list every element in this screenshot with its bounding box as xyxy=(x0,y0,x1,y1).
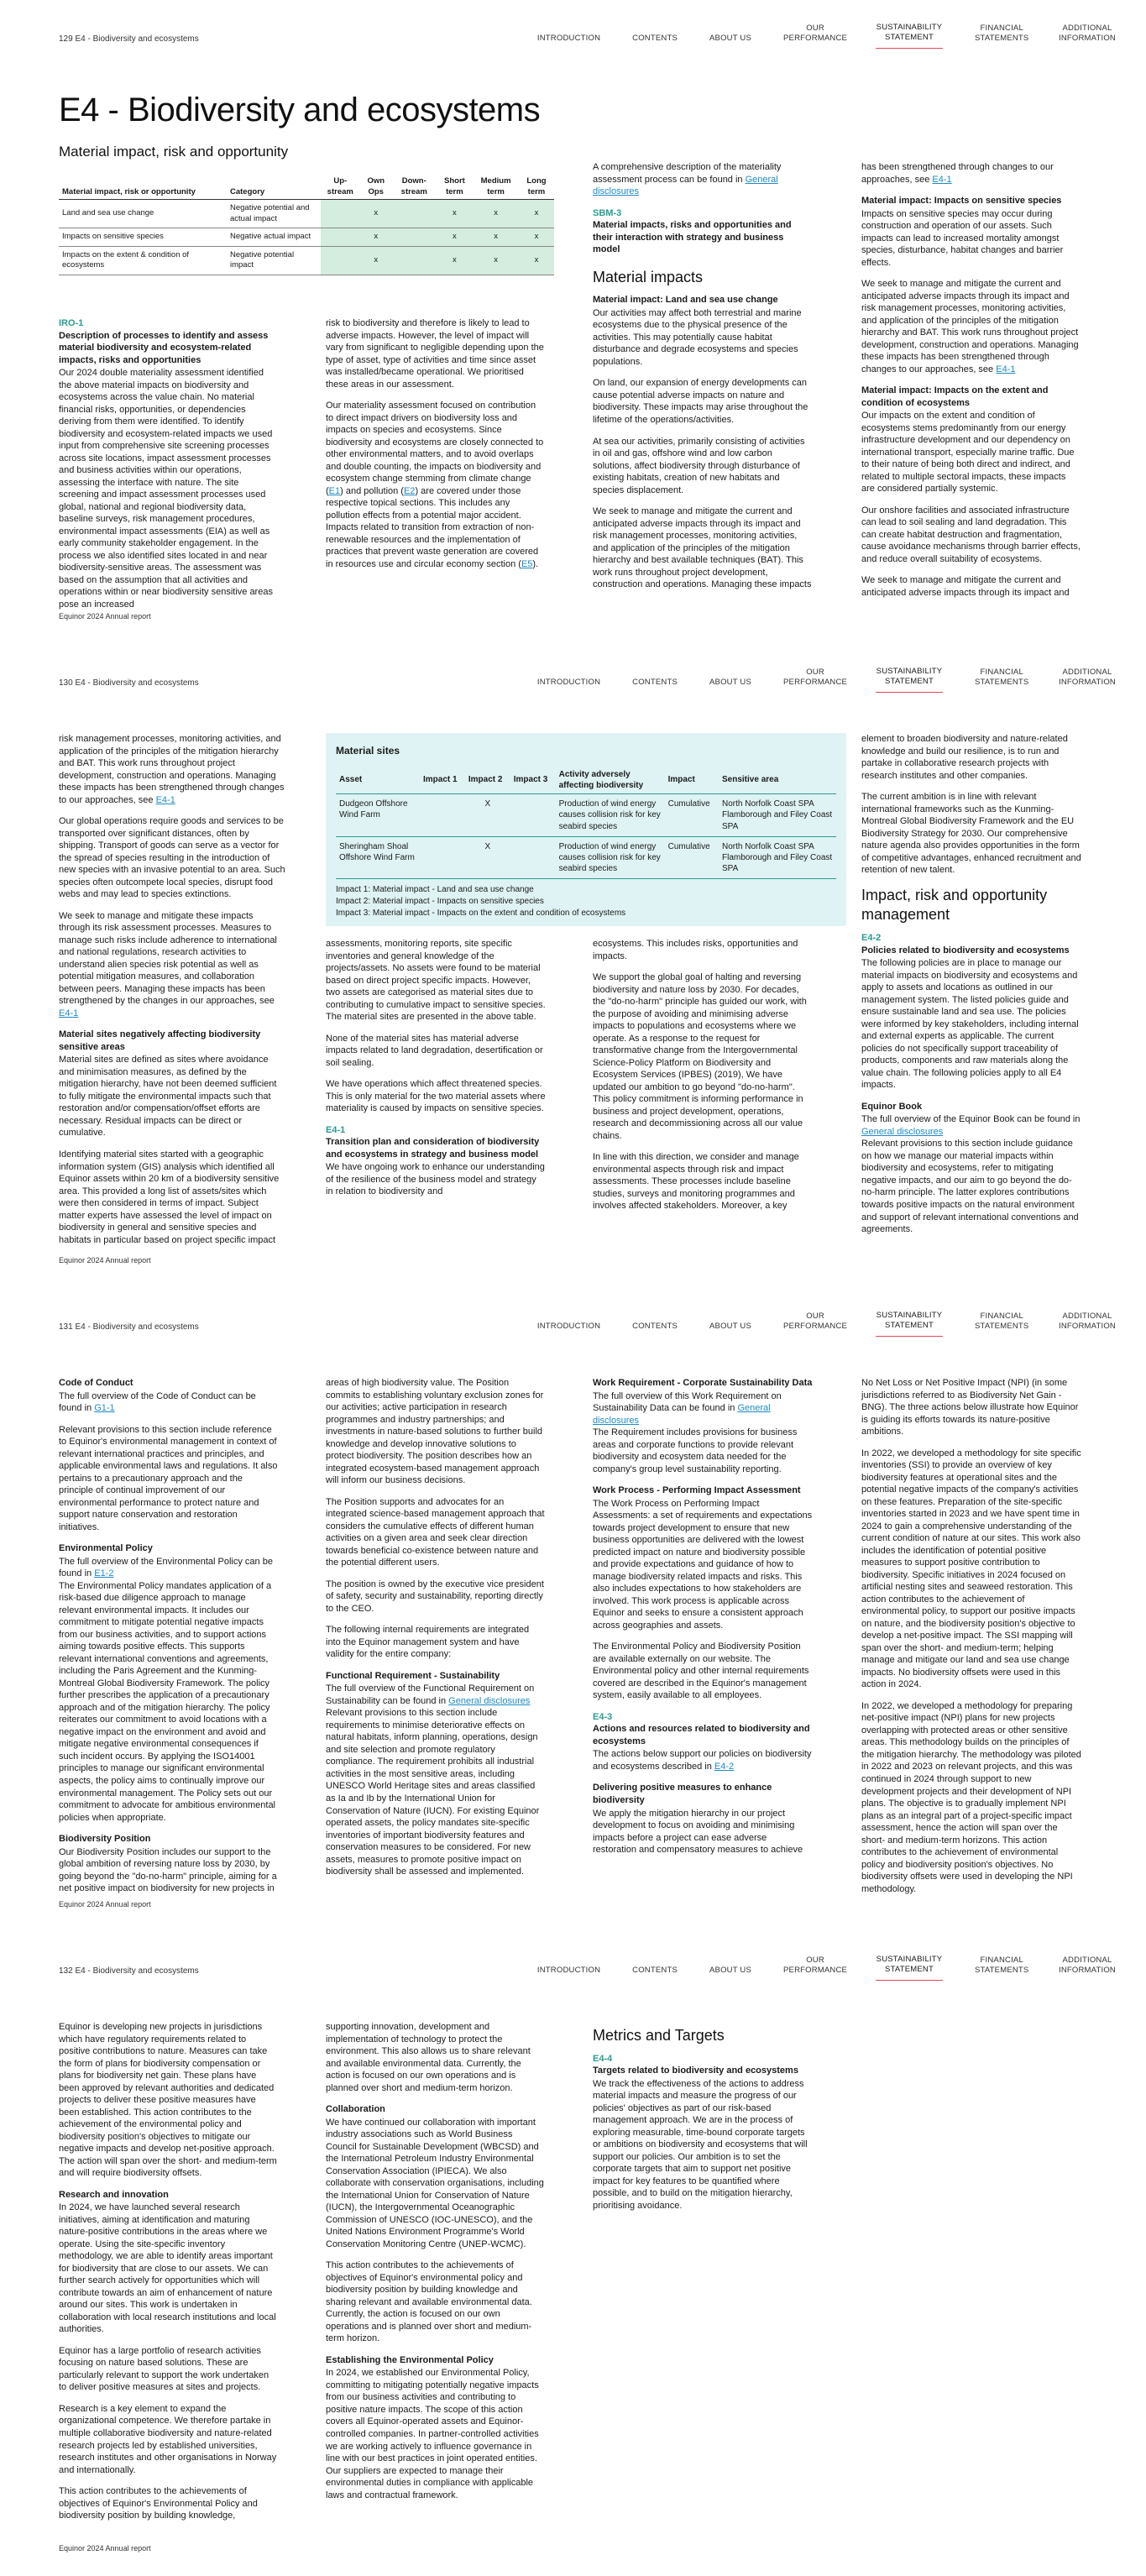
table-cell: Impacts on the extent & condition of ecosystems xyxy=(59,246,227,275)
paragraph: The Requirement includes provisions for business areas and corporate functions to provide relevant biodiversity and ecosystem data needed for the company's group level sustainability reporting. xyxy=(593,1427,798,1474)
link-e4-1[interactable]: E4-1 xyxy=(996,364,1016,374)
nav-additional-information[interactable]: ADDITIONAL INFORMATION xyxy=(1059,1955,1116,1976)
footer: Equinor 2024 Annual report xyxy=(59,2544,151,2553)
nav-sustainability-statement[interactable]: SUSTAINABILITY STATEMENT xyxy=(876,668,943,693)
table-cell: Dudgeon Offshore Wind Farm xyxy=(336,794,420,837)
section-tag: E4-4 xyxy=(593,2053,613,2064)
column-3 xyxy=(593,1377,813,1866)
section-tag: E4-3 xyxy=(593,1711,613,1722)
nav-financial-statements[interactable]: FINANCIAL STATEMENTS xyxy=(975,667,1029,688)
table-header: Own Ops xyxy=(360,175,392,200)
paragraph: We seek to manage and mitigate the current and anticipated adverse impacts through its impact and risk management processes, monitoring activities, and application of the principles of the mitigation hierarchy and best available techniques (BAT). This work runs throughout project development, construction and operations. Managing these impacts xyxy=(593,506,812,590)
table-header: Short term xyxy=(437,175,474,200)
paragraph: We have ongoing work to enhance our understanding of the resilience of the business model and strategy in relation to biodiversity and xyxy=(326,1162,545,1197)
column-4 xyxy=(861,161,1081,609)
paragraph: We support the global goal of halting and reversing biodiversity and nature loss by 2030. For decades, the "do-no-harm" principle has guided our work, with the purpose of avoiding and minimising adverse impacts to populations and ecosystems where we operate. As a response to the request for transformative change from the Intergovernmental Science-Policy Platform on Biodiversity and Ecosystem Services (IPBES) (2019), We have updated our ambition to go beyond "do-no-harm". This policy commitment is informing performance in business and project development, operations, research and decommissioning across all our value chains. xyxy=(593,972,807,1141)
paragraph: The following policies are in place to manage our material impacts on biodiversity and ecosystems and apply to assets and locations as outlined in our management system. The listed policies guide and ensure sustainable land and sea use. The policies were informed by key stakeholders, including internal and external experts as applicable. The current policies do not specifically support traceability of products, components and raw materials along the value chain. The following policies apply to all E4 impacts. xyxy=(861,958,1079,1091)
materiality-table xyxy=(59,175,554,275)
section-tag: SBM-3 xyxy=(593,207,622,218)
column-3 xyxy=(593,161,813,600)
table-cell: North Norfolk Coast SPA Flamborough and Filey Coast SPA xyxy=(719,794,836,837)
column-2 xyxy=(326,2021,546,2511)
top-nav xyxy=(536,666,1116,693)
column-4 xyxy=(861,733,1081,1245)
table-cell: Negative potential and actual impact xyxy=(227,200,321,228)
nav-additional-information[interactable]: ADDITIONAL INFORMATION xyxy=(1059,1311,1116,1332)
footer: Equinor 2024 Annual report xyxy=(59,612,151,621)
section-tag: E4-2 xyxy=(861,933,882,944)
table-cell xyxy=(392,200,437,228)
section-title: Impact, risk and opportunity management xyxy=(861,886,1048,924)
section-heading: Policies related to biodiversity and ecosystems xyxy=(861,945,1070,956)
link-e2[interactable]: E2 xyxy=(403,485,416,496)
top-bar xyxy=(59,1310,1116,1337)
table-cell xyxy=(510,794,556,837)
table-cell xyxy=(321,228,360,247)
paragraph: A comprehensive description of the materiality assessment process can be found in General disclosures xyxy=(593,162,782,197)
table-header: Long term xyxy=(519,175,554,200)
link-e4-1[interactable]: E4-1 xyxy=(932,174,952,185)
page-131 xyxy=(0,1288,1146,1932)
paragraph: No Net Loss or Net Positive Impact (NPI) (in some jurisdictions referred to as Biodiversity Net Gain - BNG). The three actions below illustrate how Equinor is guiding its efforts towards its nature-positive ambitions. xyxy=(861,1378,1079,1437)
paragraph: The Work Process on Performing Impact Assessments: a set of requirements and expectations towards project development to ensure that new business opportunities are delivered with the lowest predicted impact on nature and biodiversity possible and provide expectations and guidance of how to manage biodiversity related impacts and risks. This also includes expectations to how stakeholders are involved. This work process is applicable across Equinor and seeks to ensure a consistent approach across geographies and assets. xyxy=(593,1498,813,1631)
table-legend xyxy=(336,884,836,919)
table-cell: x xyxy=(360,246,392,275)
paragraph: We have operations which affect threatened species. This is only material for the two material assets where materiality is caused by impacts on sensitive species. xyxy=(326,1079,546,1114)
table-cell: x xyxy=(360,200,392,228)
nav-contents[interactable]: CONTENTS xyxy=(632,678,678,688)
footer: Equinor 2024 Annual report xyxy=(59,1256,151,1265)
paragraph: Relevant provisions to this section include reference to Equinor's environmental management in context of relevant international practices and principles, and applicable environmental laws and regulations. It also pertains to a precautionary approach and the principle of continual improvement of our environmental performance to protect nature and support nature conservation and restoration initiatives. xyxy=(59,1424,278,1532)
section-title: Metrics and Targets xyxy=(593,2027,725,2044)
column-2 xyxy=(326,938,546,1207)
column-1 xyxy=(59,317,277,620)
nav-about-us[interactable]: ABOUT US xyxy=(709,1322,751,1332)
paragraph: We apply the mitigation hierarchy in our project development to focus on avoiding and minimising impacts before a project can ease adverse restoration and compensatory measures to achieve xyxy=(593,1808,803,1856)
paragraph: Identifying material sites started with a geographic information system (GIS) analysis which identified all Equinor assets within 20 km of a biodiversity sensitive area. This provided a long list of assets/sites which were then considered in terms of impact. Subject matter experts have assessed the level of impact on biodiversity in general and sensitive species and habitats in particular based on project specific impact xyxy=(59,1149,280,1245)
table-header: Medium term xyxy=(473,175,519,200)
table-cell xyxy=(510,836,556,879)
nav-introduction[interactable]: INTRODUCTION xyxy=(536,1322,601,1332)
table-cell: x xyxy=(519,200,554,228)
table-row xyxy=(336,794,836,837)
table-header: Material impact, risk or opportunity xyxy=(59,175,227,200)
paragraph: This action contributes to the achievements of objectives of Equinor's Environmental Policy and biodiversity position by building knowledge, xyxy=(59,2486,258,2521)
link-e4-1[interactable]: E4-1 xyxy=(59,1008,79,1018)
paragraph: supporting innovation, development and implementation of technology to protect the environment. This also allows us to share relevant and available environmental data. Currently, the action is focused on our own operations and is planned over short and medium-term horizon. xyxy=(326,2022,531,2093)
table-cell: North Norfolk Coast SPA Flamborough and Filey Coast SPA xyxy=(719,836,836,879)
table-cell: x xyxy=(437,200,474,228)
link-general-disclosures[interactable]: General disclosures xyxy=(593,174,778,197)
paragraph: None of the material sites has material adverse impacts related to land degradation, desertification or soil sealing. xyxy=(326,1033,543,1068)
paragraph: The full overview of the Environmental Policy can be found in E1-2 xyxy=(59,1556,273,1579)
subsection-heading: Material impact: Impacts on sensitive species xyxy=(861,196,1062,207)
table-cell: x xyxy=(473,200,519,228)
paragraph: In 2024, we established our Environmental Policy, committing to mitigating potentially negative impacts from our business activities and contributing to positive nature impacts. The scope of this action covers all Equinor-operated assets and Equinor-controlled companies. In partner-controlled activities we are working actively to influence governance in line with our best practices in joint operated entities. Our suppliers are expected to manage their environmental duties in compliance with applicable laws and contractual framework. xyxy=(326,2368,539,2500)
nav-introduction[interactable]: INTRODUCTION xyxy=(536,1966,601,1976)
table-cell: Sheringham Shoal Offshore Wind Farm xyxy=(336,836,420,879)
paragraph: Equinor is developing new projects in jurisdictions which have regulatory requirements related to positive contributions to nature. Measures can take the form of plans for biodiversity compensation or plans for biodiversity net gain. These plans have been approved by relevant authorities and dedicated projects to deliver these positive measures have been established. This action contributes to the achievement of the environmental policy and biodiversity position's objectives to mitigate our negative impacts and develop net-positive approach. The action will span over the short- and medium-term and will require biodiversity offsets. xyxy=(59,2022,277,2179)
nav-sustainability-statement[interactable]: SUSTAINABILITY STATEMENT xyxy=(876,1956,943,1981)
table-cell: X xyxy=(465,836,510,879)
paragraph: areas of high biodiversity value. The Position commits to establishing voluntary exclusion zones for our activities; active participation in research programmes and industry partnerships; and investments in nature-based solutions to further build knowledge and develop innovative solutions to protect biodiversity. The position describes how an integrated ecosystem-based management approach will inform our business decisions. xyxy=(326,1378,544,1486)
paragraph: At sea our activities, primarily consisting of activities in oil and gas, offshore wind and low carbon solutions, affect biodiversity through disturbance of existing habitats, creation of new habitats and species displacement. xyxy=(593,436,805,495)
paragraph: Relevant provisions to this section include guidance on how we manage our material impacts within biodiversity and ecosystems, refer to mitigating negative impacts, and our aim to go beyond the do-no-harm principle. The latter explores contributions towards positive impacts on the natural environment and support of relevant international conventions and agreements. xyxy=(861,1139,1079,1235)
legend-item: Impact 1: Material impact - Land and sea use change xyxy=(336,885,534,895)
paragraph: Research is a key element to expand the organizational competence. We therefore partake in multiple collaborative biodiversity and nature-related research projects led by established universities, research institutes and other organisations in Norway and internationally. xyxy=(59,2403,277,2475)
table-cell: Impacts on sensitive species xyxy=(59,228,227,247)
page-number: 130 E4 - Biodiversity and ecosystems xyxy=(59,678,199,688)
paragraph: Equinor has a large portfolio of research activities focusing on nature based solutions. These are particularly relevant to support the work undertaken to deliver positive measures at sites and projects. xyxy=(59,2345,269,2393)
paragraph: Our global operations require goods and services to be transported over significant distances, often by shipping. Transport of goods can serve as a vector for the spread of species resulting in the introduction of new species with an invasive potential to an area. Such species often outcompete local species, disrupt food webs and may lead to species extinctions. xyxy=(59,816,285,900)
top-nav xyxy=(536,1310,1116,1337)
nav-financial-statements[interactable]: FINANCIAL STATEMENTS xyxy=(975,1955,1029,1976)
nav-financial-statements[interactable]: FINANCIAL STATEMENTS xyxy=(975,23,1029,44)
table-header: Category xyxy=(227,175,321,200)
table-cell: Negative potential impact xyxy=(227,246,321,275)
table-cell: Negative actual impact xyxy=(227,228,321,247)
subsection-heading: Equinor Book xyxy=(861,1101,923,1112)
paragraph: Our 2024 double materiality assessment identified the above material impacts on biodiversity and ecosystems across the value chain. No material financial risks, opportunities, or dependencies deriving from them were identified. To identify biodiversity and ecosystem-related impacts we used input from comprehensive site screening processes across site locations, impact assessment processes and business activities within our operations, assessing the interface with nature. The site screening and impact assessment processes used global, national and regional biodiversity data, baseline surveys, risk management procedures, environmental impact assessments (EIA) as well as early community stakeholder engagement. In the process we also identified sites located in and near biodiversity-sensitive areas. The assessment was based on the assumption that all activities and operations within or near biodiversity sensitive areas pose an increased xyxy=(59,368,273,610)
paragraph: The full overview of the Equinor Book can be found in General disclosures xyxy=(861,1114,1081,1137)
table-cell xyxy=(420,836,465,879)
table-cell: Production of wind energy causes collision risk for key seabird species xyxy=(556,794,665,837)
paragraph: Material sites are defined as sites where avoidance and minimisation measures, as defined by the mitigation hierarchy, have not been deemed sufficient to fully mitigate the environmental impacts such that restoration and/or compensation/offset efforts are necessary. Residual impacts can be direct or cumulative. xyxy=(59,1055,277,1139)
table-cell: Land and sea use change xyxy=(59,200,227,228)
section-title: Material impacts xyxy=(593,268,704,285)
nav-contents[interactable]: CONTENTS xyxy=(632,34,678,44)
paragraph: The actions below support our policies on biodiversity and ecosystems described in E4-2 xyxy=(593,1749,812,1772)
subsection-heading: Code of Conduct xyxy=(59,1378,133,1388)
nav-sustainability-statement[interactable]: SUSTAINABILITY STATEMENT xyxy=(876,24,943,49)
paragraph: Our activities may affect both terrestrial and marine ecosystems due to the physical presence of the activities. This may potentially cause habitat disturbance and degrade ecosystems and species populations. xyxy=(593,307,802,367)
table-header: Activity adversely affecting biodiversity xyxy=(556,767,665,794)
link-general-disclosures[interactable]: General disclosures xyxy=(448,1695,531,1706)
table-cell: x xyxy=(360,228,392,247)
section-heading: Description of processes to identify and assess material biodiversity and ecosystem-related impacts, risks and opportunities xyxy=(59,330,269,365)
subsection-heading: Delivering positive measures to enhance biodiversity xyxy=(593,1783,772,1805)
table-header: Up-stream xyxy=(321,175,360,200)
paragraph: element to broaden biodiversity and nature-related knowledge and build our resilience, is to run and partake in collaborative research projects with research institutes and other companies. xyxy=(861,734,1068,781)
table-header: Down-stream xyxy=(392,175,437,200)
subsection-heading: Material impact: Impacts on the extent and condition of ecosystems xyxy=(861,385,1049,408)
section-tag: E4-1 xyxy=(326,1124,346,1135)
nav-contents[interactable]: CONTENTS xyxy=(632,1322,678,1332)
page-130 xyxy=(0,644,1146,1288)
table-cell: Cumulative xyxy=(665,836,719,879)
paragraph: The current ambition is in line with relevant international frameworks such as the Kunming-Montreal Global Biodiversity Framework and the EU Biodiversity Strategy for 2030. Our comprehensive nature agenda also provides opportunities in the form of competitive advantages, enhanced recruitment and retention of new talent. xyxy=(861,792,1081,876)
paragraph: In line with this direction, we consider and manage environmental aspects through risk and impact assessments. These processes include baseline studies, surveys and monitoring programmes and involves affected stakeholders. Moreover, a key xyxy=(593,1152,799,1212)
nav-sustainability-statement[interactable]: SUSTAINABILITY STATEMENT xyxy=(876,1312,943,1337)
nav-introduction[interactable]: INTRODUCTION xyxy=(536,678,601,688)
section-subtitle: Material impact, risk and opportunity xyxy=(59,144,289,160)
paragraph: The Position supports and advocates for an integrated science-based management approach that considers the cumulative effects of different human activities on a given area and seek clear direction towards beneficial co-existence between nature and the potential different users. xyxy=(326,1496,545,1568)
table-cell xyxy=(321,200,360,228)
subsection-heading: Environmental Policy xyxy=(59,1543,153,1554)
material-sites-box xyxy=(326,733,846,926)
page-number: 129 E4 - Biodiversity and ecosystems xyxy=(59,34,199,44)
subsection-heading: Material sites negatively affecting biodiversity sensitive areas xyxy=(59,1029,261,1052)
column-2 xyxy=(326,317,546,579)
nav-additional-information[interactable]: ADDITIONAL INFORMATION xyxy=(1059,23,1116,44)
paragraph: This action contributes to the achievements of objectives of Equinor's environmental policy and biodiversity position by building knowledge and sharing relevant and available environmental data. Currently, the action is focused on our own operations and is planned over short and medium-term horizon. xyxy=(326,2260,532,2344)
nav-additional-information[interactable]: ADDITIONAL INFORMATION xyxy=(1059,667,1116,688)
top-nav xyxy=(536,1954,1116,1981)
material-sites-table xyxy=(336,767,836,880)
paragraph: We seek to manage and mitigate these impacts through its risk assessment processes. Measures to manage such risks include adherence to international and national regulations, research activities to understand alien species risk potential as well as potential mitigation measures, and collaboration between peers. Managing these impacts has been strengthened by the changes in our approaches, see E4-1 xyxy=(59,910,277,1018)
table-row xyxy=(336,836,836,879)
link-g1-1[interactable]: G1-1 xyxy=(94,1403,115,1414)
top-nav xyxy=(536,22,1116,49)
paragraph: assessments, monitoring reports, site specific inventories and general knowledge of the projects/assets. No assets were found to be material based on direct project specific impacts. However, two assets are categorised as material sites due to contributing to cumulative impact to sensitive species. The material sites are presented in the above table. xyxy=(326,939,546,1023)
table-header: Impact xyxy=(665,767,719,794)
paragraph: The full overview of this Work Requirement on Sustainability Data can be found in General disclosures xyxy=(593,1390,782,1426)
table-cell: x xyxy=(437,246,474,275)
table-cell: Cumulative xyxy=(665,794,719,837)
subsection-heading: Research and innovation xyxy=(59,2189,169,2200)
paragraph: Our materiality assessment focused on contribution to direct impact drivers on biodiversity loss and impacts on species and ecosystems. Since biodiversity and ecosystems are closely connected to other environmental matters, and to avoid overlaps and double counting, the impacts on biodiversity and ecosystem change stemming from climate change (E1) and pollution (E2) are covered under those respective topical sections. This includes any pollution effects from a potential major accident. Impacts related to transition from extraction of non-renewable resources and the implementation of practices that prevent waste generation are covered in resources use and circular economy section (E5). xyxy=(326,401,544,569)
paragraph: We seek to manage and mitigate the current and anticipated adverse impacts through its impact and xyxy=(861,575,1070,598)
box-title: Material sites xyxy=(336,745,400,757)
column-3 xyxy=(593,2026,813,2221)
paragraph: We track the effectiveness of the actions to address material impacts and measure the progress of our policies' objectives as part of our risk-based management approach. We are in the process of exploring measurable, time-bound corporate targets or ambitions on biodiversity and ecosystems that will support our policies. Our ambition is to set the corporate targets that aim to support net positive impact for key features to be quantified where possible, and to build on the mitigation hierarchy, prioritising avoidance. xyxy=(593,2078,808,2211)
paragraph: has been strengthened through changes to our approaches, see E4-1 xyxy=(861,162,1054,185)
subsection-heading: Biodiversity Position xyxy=(59,1834,151,1845)
table-cell xyxy=(392,228,437,247)
nav-our-performance[interactable]: OUR PERFORMANCE xyxy=(783,23,848,44)
column-4 xyxy=(861,1377,1081,1904)
subsection-heading: Work Process - Performing Impact Assessment xyxy=(593,1485,801,1496)
table-header: Impact 3 xyxy=(510,767,556,794)
paragraph: The following internal requirements are integrated into the Equinor management system and have validity for the entire company: xyxy=(326,1625,530,1660)
subsection-heading: Collaboration xyxy=(326,2104,385,2115)
page-132 xyxy=(0,1932,1146,2576)
link-e5[interactable]: E5 xyxy=(521,558,533,569)
table-cell: x xyxy=(519,228,554,247)
section-tag: IRO-1 xyxy=(59,318,84,328)
section-heading: Transition plan and consideration of biodiversity and ecosystems in strategy and business model xyxy=(326,1137,540,1160)
section-heading: Material impacts, risks and opportunities and their interaction with strategy and business model xyxy=(593,220,792,255)
nav-about-us[interactable]: ABOUT US xyxy=(709,1966,751,1976)
paragraph: In 2024, we have launched several research initiatives, aiming at identification and maturing nature-positive contributions in the areas where we operate. Using the site-specific inventory methodology, we are able to identify areas important for biodiversity that are close to our assets. We can further search actively for opportunities which will contribute towards an aim of enhancement of nature around our sites. This work is undertaken in collaboration with local research institutions and local authorities. xyxy=(59,2202,276,2335)
page-number: 132 E4 - Biodiversity and ecosystems xyxy=(59,1966,199,1976)
column-3 xyxy=(593,938,813,1222)
column-1 xyxy=(59,1377,279,1904)
table-cell: x xyxy=(519,246,554,275)
top-bar xyxy=(59,666,1116,693)
section-heading: Actions and resources related to biodiversity and ecosystems xyxy=(593,1724,810,1746)
section-heading: Targets related to biodiversity and ecosystems xyxy=(593,2066,798,2076)
page-number: 131 E4 - Biodiversity and ecosystems xyxy=(59,1322,199,1332)
paragraph: Our Biodiversity Position includes our support to the global ambition of reversing nature loss by 2030, by going beyond the "do-no-harm" principle, aiming for a net positive impact on biodiversity for new projects in xyxy=(59,1846,277,1894)
paragraph: risk management processes, monitoring activities, and application of the principles of the mitigation hierarchy and BAT. This work runs throughout project development, construction and operations. Managing these impacts has been strengthened through changes to our approaches, see E4-1 xyxy=(59,734,285,805)
table-cell: Production of wind energy causes collision risk for key seabird species xyxy=(556,836,665,879)
nav-about-us[interactable]: ABOUT US xyxy=(709,678,751,688)
paragraph: In 2022, we developed a methodology for preparing net-positive impact (NPI) plans for new projects overlapping with protected areas or other sensitive areas. This methodology builds on the principles of the mitigation hierarchy. The methodology was piloted in 2022 and 2023 on relevant projects, and this was continued in 2024 through support to new development projects and their development of NPI plans. The objective is to gradually implement NPI plans as an integral part of a project-specific impact assessment, hence the action will span over the short- and medium-term horizons. This action contributes to the achievement of environmental policy and biodiversity position's objectives. No biodiversity offsets were used in developing the NPI methodology. xyxy=(861,1700,1081,1894)
paragraph: We have continued our collaboration with important industry associations such as World Business Council for Sustainable Development (WBCSD) and the International Petroleum Industry Environmental Conservation Association (IPIECA). We also collaborate with conservation organisations, including the International Union for Conservation of Nature (IUCN), the Intergovernmental Oceanographic Commission of UNESCO (IOC-UNESCO), and the United Nations Environment Programme's World Conservation Monitoring Centre (UNEP-WCMC). xyxy=(326,2117,544,2249)
paragraph: We seek to manage and mitigate the current and anticipated adverse impacts through its impact and risk management processes, monitoring activities, and application of the principles of the mitigation hierarchy and BAT. This work runs throughout project development, construction and operations. Managing these impacts has been strengthened through changes to our approaches, see E4-1 xyxy=(861,279,1079,374)
paragraph: In 2022, we developed a methodology for site specific inventories (SSI) to provide an overview of key biodiversity features at operational sites and the potential negative impacts of the company's activities on these features. Preparation of the site-specific inventories started in 2023 and we have spent time in 2024 to gain a comprehensive understanding of the current condition of nature at our sites. This work also includes the identification of potential positive measures to support positive contribution to biodiversity. Specific initiatives in 2024 focused on artificial nesting sites and seaweed restoration. This action contributes to the achievement of environmental policy, to support our positive impacts on nature, and the biodiversity position's objective to develop a net-positive impact. The SSI mapping will span over the short- and medium-term; helping manage and mitigate our land and sea use change impacts. No biodiversity offsets were used in this action in 2024. xyxy=(861,1448,1081,1690)
table-header: Asset xyxy=(336,767,420,794)
page-title: E4 - Biodiversity and ecosystems xyxy=(59,92,541,128)
nav-about-us[interactable]: ABOUT US xyxy=(709,34,751,44)
link-general-disclosures[interactable]: General disclosures xyxy=(593,1403,771,1426)
table-cell xyxy=(420,794,465,837)
paragraph: risk to biodiversity and therefore is likely to lead to adverse impacts. However, the level of impact will vary from significant to negligible depending upon the type of asset, type of activities and time since asset was installed/became operational. We prioritised these areas in our assessment. xyxy=(326,318,544,390)
nav-our-performance[interactable]: OUR PERFORMANCE xyxy=(783,667,848,688)
paragraph: Our impacts on the extent and condition of ecosystems stems predominantly from our energy infrastructure development and our dependency on international transport, especially marine traffic. Due to their nature of being both direct and indirect, and related to multiple sectoral impacts, these impacts are considered partially systemic. xyxy=(861,411,1075,495)
paragraph: The full overview of the Functional Requirement on Sustainability can be found in General disclosures xyxy=(326,1683,535,1706)
legend-item: Impact 3: Material impact - Impacts on the extent and condition of ecosystems xyxy=(336,908,626,919)
paragraph: The position is owned by the executive vice president of safety, security and sustainability, reporting directly to the CEO. xyxy=(326,1579,544,1614)
table-header: Impact 1 xyxy=(420,767,465,794)
table-cell xyxy=(321,246,360,275)
subsection-heading: Work Requirement - Corporate Sustainability Data xyxy=(593,1378,813,1388)
link-e4-2[interactable]: E4-2 xyxy=(714,1761,735,1772)
legend-item: Impact 2: Material impact - Impacts on sensitive species xyxy=(336,897,544,907)
column-1 xyxy=(59,2021,279,2531)
link-e1-2[interactable]: E1-2 xyxy=(94,1568,114,1579)
nav-our-performance[interactable]: OUR PERFORMANCE xyxy=(783,1955,848,1976)
table-row xyxy=(59,200,554,228)
nav-financial-statements[interactable]: FINANCIAL STATEMENTS xyxy=(975,1311,1029,1332)
link-e1[interactable]: E1 xyxy=(328,485,341,496)
top-bar xyxy=(59,22,1116,49)
nav-contents[interactable]: CONTENTS xyxy=(632,1966,678,1976)
column-1 xyxy=(59,733,285,1255)
subsection-heading: Establishing the Environmental Policy xyxy=(326,2354,494,2365)
table-cell: X xyxy=(465,794,510,837)
nav-introduction[interactable]: INTRODUCTION xyxy=(536,34,601,44)
paragraph: The Environmental Policy mandates application of a risk-based due diligence approach to manage relevant environmental impacts. It includes our commitment to mitigate potential negative impacts from our business activities, and to support actions aiming towards positive effects. This supports relevant international conventions and agreements, including the Paris Agreement and the Kunming-Montreal Global Biodiversity Framework. The policy further prescribes the application of a precautionary approach and of the mitigation hierarchy. The policy reiterates our commitment to avoid locations with a negative impact on the environment and avoid and mitigate negative environmental consequences if such incident occurs. By applying the ISO14001 principles to manage our significant environmental aspects, the policy aims to continually improve our environmental management. The Policy sets out our commitment to advocate for ambitious environmental policies when appropriate. xyxy=(59,1580,276,1823)
table-cell: x xyxy=(473,228,519,247)
paragraph: Our onshore facilities and associated infrastructure can lead to soil sealing and land degradation. This can create habitat destruction and fragmentation, cause avoidance mechanisms through barrier effects, and reduce overall suitability of ecosystems. xyxy=(861,505,1081,564)
paragraph: Relevant provisions to this section include requirements to minimise deteriorative effects on natural habitats, inform planning, operations, design and site selection and promote regulatory compliance. The requirement prohibits all industrial activities in the most sensitive areas, including UNESCO World Heritage sites and areas classified as Ia and Ib by the International Union for Conservation of Nature (IUCN). For existing Equinor operated assets, the policy mandates site-specific inventories of important biodiversity features and conservation measures to be considered. For new assets, measures to promote positive impact on biodiversity shall be assessed and implemented. xyxy=(326,1708,540,1877)
paragraph: The Environmental Policy and Biodiversity Position are available externally on our website. The Environmental policy and other internal requirements covered are described in the Equinor's management system, easily available to all employees. xyxy=(593,1641,809,1701)
footer: Equinor 2024 Annual report xyxy=(59,1900,151,1909)
table-header: Impact 2 xyxy=(465,767,510,794)
subsection-heading: Material impact: Land and sea use change xyxy=(593,295,778,306)
column-2 xyxy=(326,1377,546,1887)
top-bar xyxy=(59,1954,1116,1981)
table-cell: x xyxy=(437,228,474,247)
link-general-disclosures[interactable]: General disclosures xyxy=(861,1126,944,1137)
table-row xyxy=(59,228,554,247)
paragraph: ecosystems. This includes risks, opportunities and impacts. xyxy=(593,939,798,961)
subsection-heading: Functional Requirement - Sustainability xyxy=(326,1670,500,1681)
paragraph: On land, our expansion of energy developments can cause potential adverse impacts on nature and biodiversity. These impacts may arise throughout the lifetime of the operations/activities. xyxy=(593,378,808,425)
table-row xyxy=(59,246,554,275)
table-header: Sensitive area xyxy=(719,767,836,794)
paragraph: The full overview of the Code of Conduct can be found in G1-1 xyxy=(59,1390,256,1414)
table-cell xyxy=(392,246,437,275)
link-e4-1[interactable]: E4-1 xyxy=(155,794,175,805)
page-129 xyxy=(0,0,1146,644)
table-cell: x xyxy=(473,246,519,275)
nav-our-performance[interactable]: OUR PERFORMANCE xyxy=(783,1311,848,1332)
paragraph: Impacts on sensitive species may occur during construction and operation of our assets. Such impacts can lead to increased mortality amongst species, disturbance, habitat changes and barrier effects. xyxy=(861,208,1064,268)
